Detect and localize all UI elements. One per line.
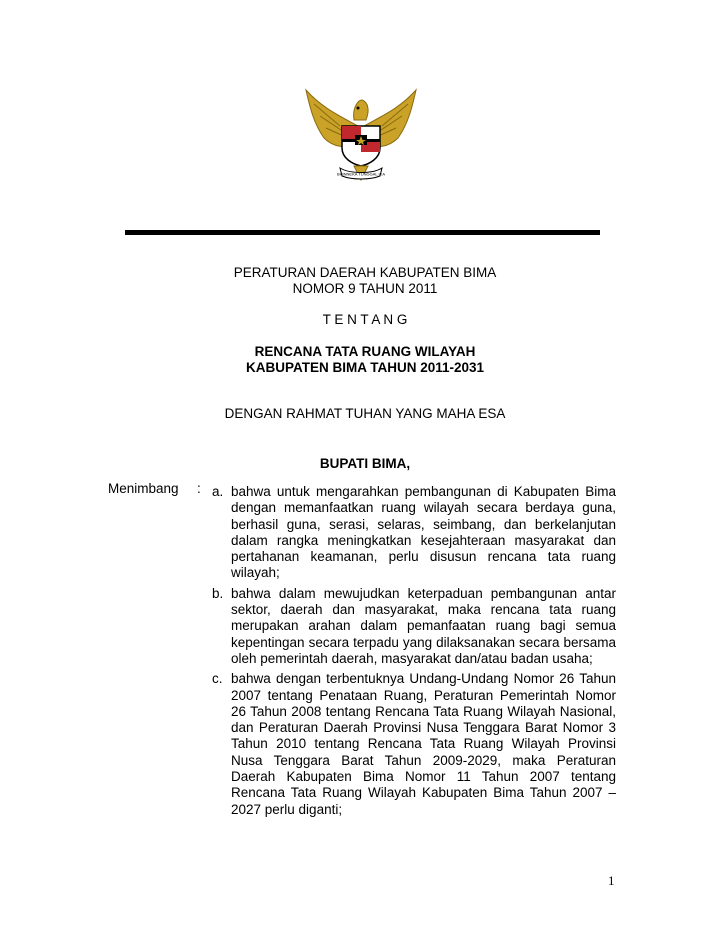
preamble-rahmat: DENGAN RAHMAT TUHAN YANG MAHA ESA — [224, 406, 506, 421]
tentang-label: T E N T A N G — [322, 312, 408, 327]
clause-letter: c. — [212, 671, 223, 687]
page-number: 1 — [608, 873, 615, 888]
clause-text: bahwa dalam mewujudkan keterpaduan pembangunan antar sektor, daerah dan masyarakat, maka rencana tata ruang merupakan arahan dalam pemanfaatan ruang bagi semua kepentingan secara terpadu yang dilaksanakan secara bersama oleh pemerintah daerah, masyarakat dan/atau badan usaha; — [231, 585, 616, 666]
subject-title-line2: KABUPATEN BIMA TAHUN 2011-2031 — [245, 360, 485, 375]
regulation-title: PERATURAN DAERAH KABUPATEN BIMA — [233, 265, 497, 280]
garuda-emblem-icon — [300, 86, 422, 186]
clause-letter: b. — [212, 585, 224, 601]
clause-letter: a. — [212, 484, 224, 499]
subject-title-line1: RENCANA TATA RUANG WILAYAH — [254, 344, 476, 359]
header-divider — [125, 230, 600, 235]
clause-text: bahwa untuk mengarahkan pembangunan di Kabupaten Bima dengan memanfaatkan ruang wilayah secara berdaya guna, berhasil guna, serasi, selaras, seimbang, dan berkelanjutan dalam rangka meningkatkan kesejahteraan masyarakat dan pertahanan keamanan, perlu disusun rencana tata ruang wilayah; — [231, 484, 616, 581]
bupati-label: BUPATI BIMA, — [319, 456, 411, 471]
menimbang-colon: : — [197, 481, 201, 496]
clause-b — [212, 586, 616, 667]
svg-text:BHINNEKA TUNGGAL IKA: BHINNEKA TUNGGAL IKA — [336, 171, 386, 177]
clause-c — [212, 671, 616, 818]
menimbang-label: Menimbang — [108, 481, 179, 496]
regulation-number: NOMOR 9 TAHUN 2011 — [292, 281, 438, 296]
menimbang-clauses — [212, 484, 616, 822]
clause-text: bahwa dengan terbentuknya Undang-Undang Nomor 26 Tahun 2007 tentang Penataan Ruang, Peraturan Pemerintah Nomor 26 Tahun 2008 tentang Rencana Tata Ruang Wilayah Nasional, dan Peraturan Daerah Provinsi Nusa Tenggara Barat Nomor 3 Tahun 2010 tentang Rencana Tata Ruang Wilayah Provinsi Nusa Tenggara Barat Tahun 2009-2029, maka Peraturan Daerah Kabupaten Bima Nomor 11 Tahun 2007 tentang Rencana Tata Ruang Wilayah Kabupaten Bima Tahun 2007 – 2027 perlu diganti; — [231, 671, 616, 817]
clause-a — [212, 484, 616, 582]
